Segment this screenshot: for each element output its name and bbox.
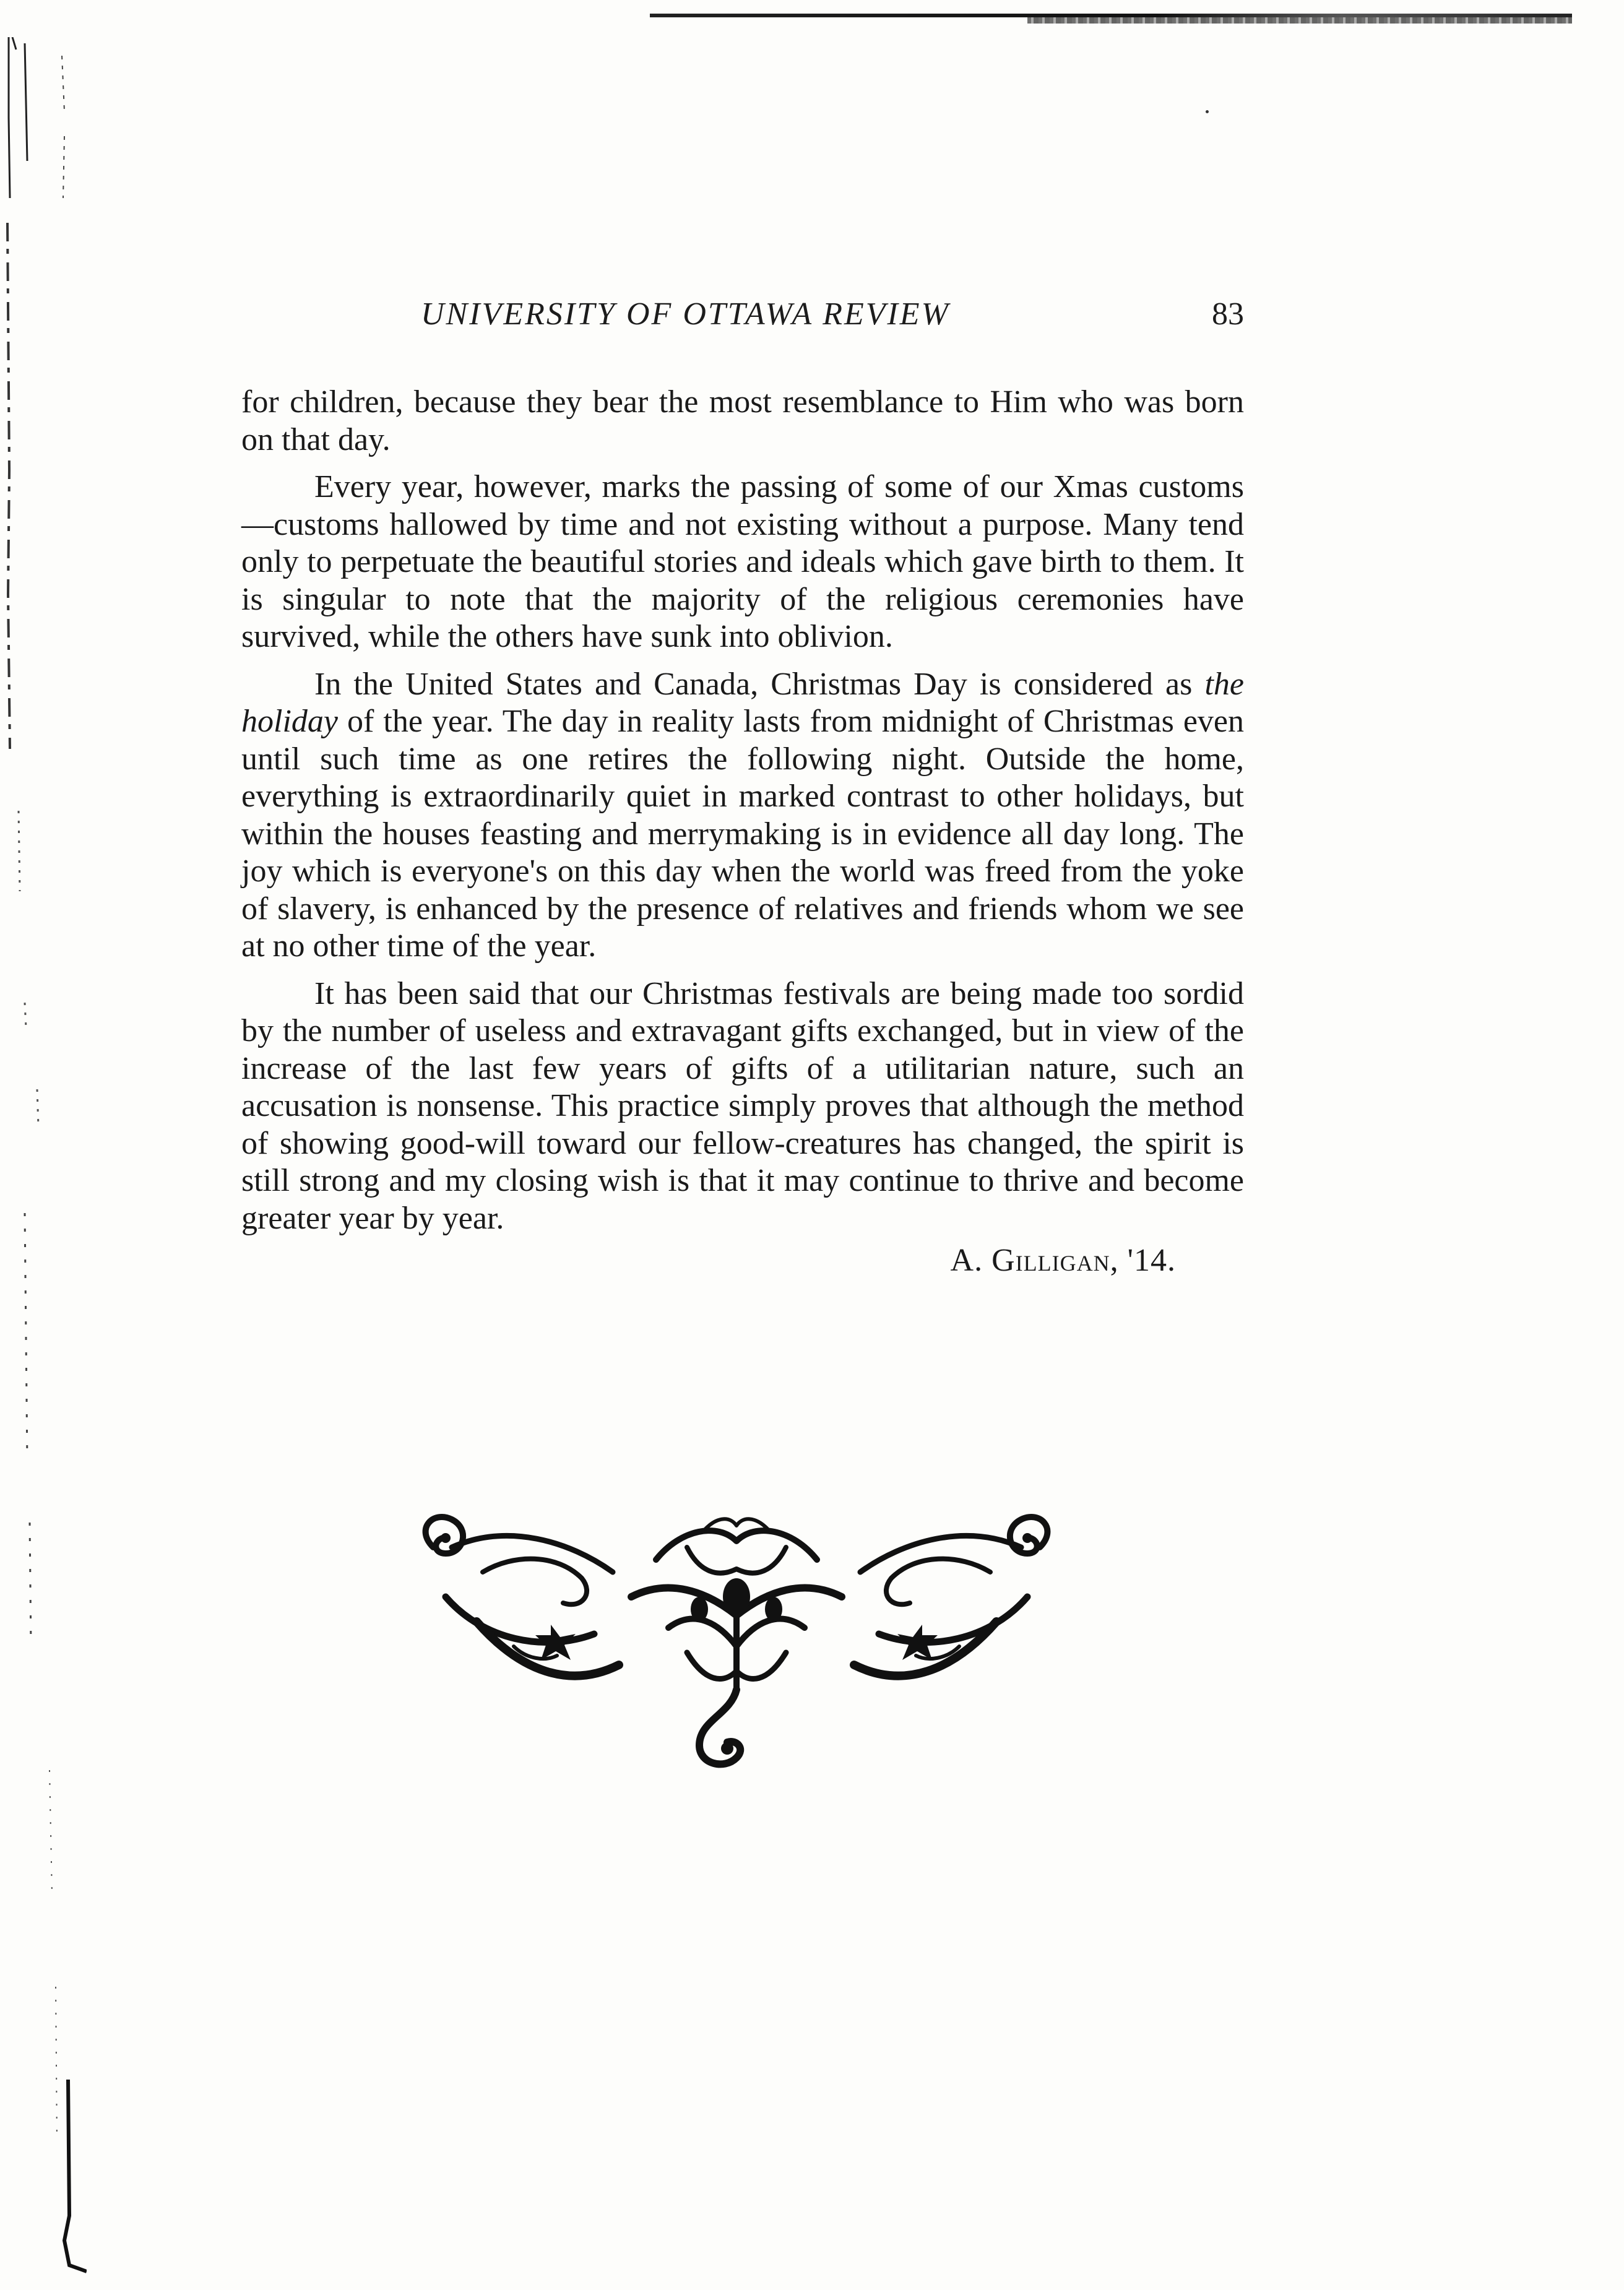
author-name: Gilligan [991,1243,1110,1278]
journal-title: UNIVERSITY OF OTTAWA REVIEW [421,296,950,332]
scan-left-margin-marks [0,37,87,2290]
paragraph-3 [241,666,1244,966]
paragraph-2: Every year, however, marks the passing of some of our Xmas customs—customs hallowed by time and not existing without a purpose. Many tend only to perpetuate the beautiful stories and ideals which gave birth to them. It is singular to note that the majority of the religious ceremonies have survived, while the others have sunk into oblivion. [241,469,1244,654]
floral-scroll-ornament-icon [408,1504,1065,1776]
author-initial: A. [950,1243,992,1278]
paragraph-3-emphasis: the holiday [241,666,1245,739]
scan-speck [1206,110,1209,113]
article-body [241,384,1244,1280]
page-number: 83 [1212,296,1244,332]
paragraph-1: for children, because they bear the most resemblance to Him who was born on that day. [241,384,1244,457]
author-class-year: , '14. [1110,1243,1176,1278]
scan-top-rule-shadow [1027,17,1572,24]
running-header [241,296,1244,339]
paragraph-4: It has been said that our Christmas festivals are being made too sordid by the number of useless and extravagant gifts exchanged, but in view of the increase of the last few years of gifts of a utilitarian nature, such an accusation is nonsense. This practice simply proves that although the method of showing good-will toward our fellow-creatures has changed, the spirit is still strong and my closing wish is that it may continue to thrive and become greater year by year. [241,975,1244,1236]
paragraph-3-text-a: In the United States and Canada, Christmas Day is considered as [314,666,1193,702]
paragraph-3-text-b: of the year. The day in reality lasts from midnight of Christmas even until such time as one retires the following night. Outside the home, everything is extraordinarily quiet in marked contrast to other holidays, but within the houses feasting and merrymaking is in evidence all day long. The joy which is everyone's on this day when the world was freed from the yoke of slavery, is enhanced by the presence of relatives and friends whom we see at no other time of the year. [241,704,1245,964]
author-signature [241,1242,1244,1280]
